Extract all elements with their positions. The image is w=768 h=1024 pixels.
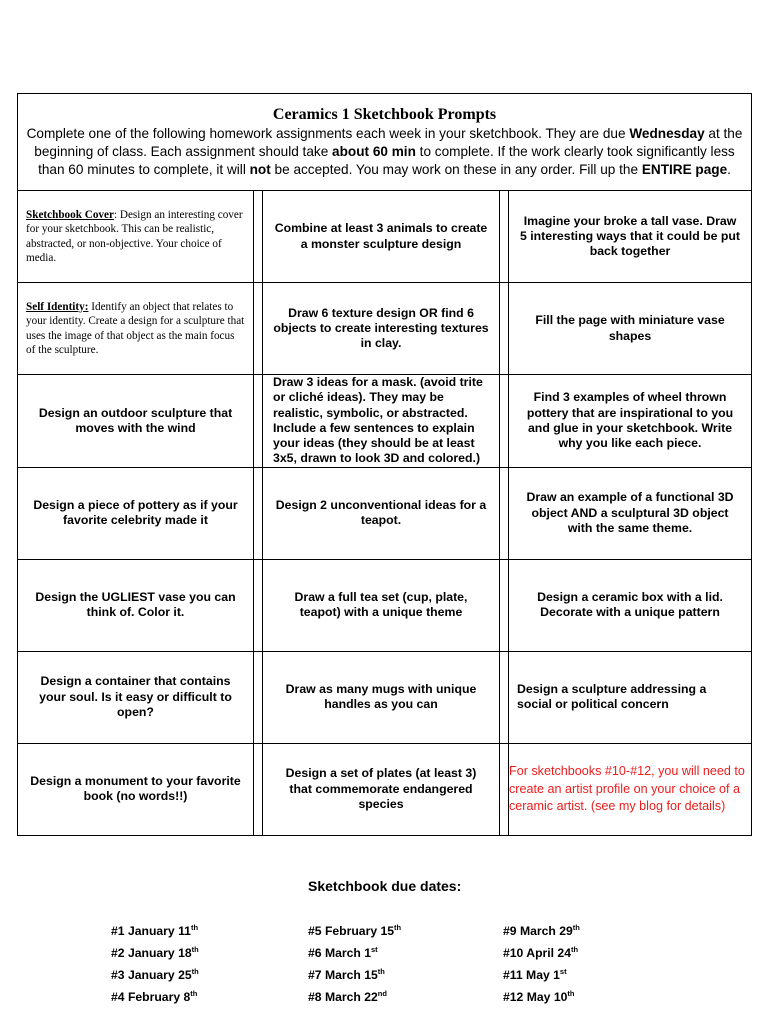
prompt-cell: Draw a full tea set (cup, plate, teapot) with a unique theme [263,559,500,651]
prompt-row-7 [18,743,752,835]
prompt-cell: Combine at least 3 animals to create a monster sculpture design [263,191,500,283]
due-date: #8 March 22nd [308,989,387,1004]
prompt-cell [509,743,752,835]
prompt-cell: Fill the page with miniature vase shapes [509,283,752,375]
due-date: #12 May 10th [503,989,575,1004]
prompt-cell: Design a piece of pottery as if your favorite celebrity made it [18,467,254,559]
column-gap [500,743,509,835]
prompt-cell: Design 2 unconventional ideas for a teapot. [263,467,500,559]
prompt-cell: Design a monument to your favorite book (no words!!) [18,743,254,835]
column-gap [500,651,509,743]
column-gap [500,467,509,559]
prompt-row-3 [18,375,752,468]
column-gap [254,283,263,375]
due-date: #5 February 15th [308,923,402,938]
due-date: #2 January 18th [111,945,199,960]
prompt-cell: Design the UGLIEST vase you can think of. Color it. [18,559,254,651]
column-gap [500,375,509,468]
prompt-cell: Draw 3 ideas for a mask. (avoid trite or cliché ideas). They may be realistic, symbolic, or abstracted. Include a few sentences to explain your ideas (they should be at least 3x5, drawn to look 3D and colored.) [263,375,500,468]
due-dates-column-2 [308,919,498,1007]
column-gap [500,559,509,651]
column-gap [254,375,263,468]
prompt-cell: Design a container that contains your soul. Is it easy or difficult to open? [18,651,254,743]
prompt-cell: Design a ceramic box with a lid. Decorate with a unique pattern [509,559,752,651]
prompt-row-4 [18,467,752,559]
due-date: #3 January 25th [111,967,199,982]
column-gap [500,191,509,283]
due-date: #11 May 1st [503,967,567,982]
page-title: Ceramics 1 Sketchbook Prompts [272,106,497,123]
due-dates-column-1 [111,919,301,1007]
column-gap [500,283,509,375]
due-dates [0,919,768,1019]
column-gap [254,467,263,559]
artist-profile-note: For sketchbooks #10-#12, you will need to create an artist profile on your choice of a ceramic artist. (see my blog for details) [509,764,745,814]
column-gap [254,559,263,651]
prompts-sheet [17,93,751,836]
prompt-row-2 [18,283,752,375]
prompt-row-1 [18,191,752,283]
due-date: #1 January 11th [111,923,199,938]
instructions: Complete one of the following homework assignments each week in your sketchbook. They are due Wednesday at the beginning of class. Each assignment should take about 60 min to complete. If the work clearly took significantly less than 60 minutes to complete, it will not be accepted. You may work on these in any order. Fill up the ENTIRE page. [26,126,743,177]
prompt-cell: Sketchbook Cover: Design an interesting cover for your sketchbook. This can be realistic, abstracted, or non-objective. Your choice of media. [18,191,254,283]
prompt-cell: Draw as many mugs with unique handles as you can [263,651,500,743]
prompt-row-6 [18,651,752,743]
prompt-cell: Draw an example of a functional 3D object AND a sculptural 3D object with the same theme. [509,467,752,559]
prompt-cell: Self Identity: Identify an object that relates to your identity. Create a design for a sculpture that uses the image of that object as the main focus of the sculpture. [18,283,254,375]
column-gap [254,191,263,283]
prompt-cell: Find 3 examples of wheel thrown pottery that are inspirational to you and glue in your sketchbook. Write why you like each piece. [509,375,752,468]
due-date: #6 March 1st [308,945,378,960]
due-date: #4 February 8th [111,989,198,1004]
due-dates-title: Sketchbook due dates: [308,878,462,894]
prompt-cell: Design a set of plates (at least 3) that commemorate endangered species [263,743,500,835]
due-date: #7 March 15th [308,967,385,982]
prompts-table [17,93,752,836]
due-date: #10 April 24th [503,945,579,960]
column-gap [254,743,263,835]
due-dates-column-3 [503,919,693,1007]
prompt-cell: Imagine your broke a tall vase. Draw 5 interesting ways that it could be put back together [509,191,752,283]
column-gap [254,651,263,743]
prompt-cell: Design a sculpture addressing a social or political concern [509,651,752,743]
due-date: #9 March 29th [503,923,580,938]
header-cell [18,94,752,191]
prompt-row-5 [18,559,752,651]
prompt-cell: Draw 6 texture design OR find 6 objects to create interesting textures in clay. [263,283,500,375]
prompt-cell: Design an outdoor sculpture that moves with the wind [18,375,254,468]
